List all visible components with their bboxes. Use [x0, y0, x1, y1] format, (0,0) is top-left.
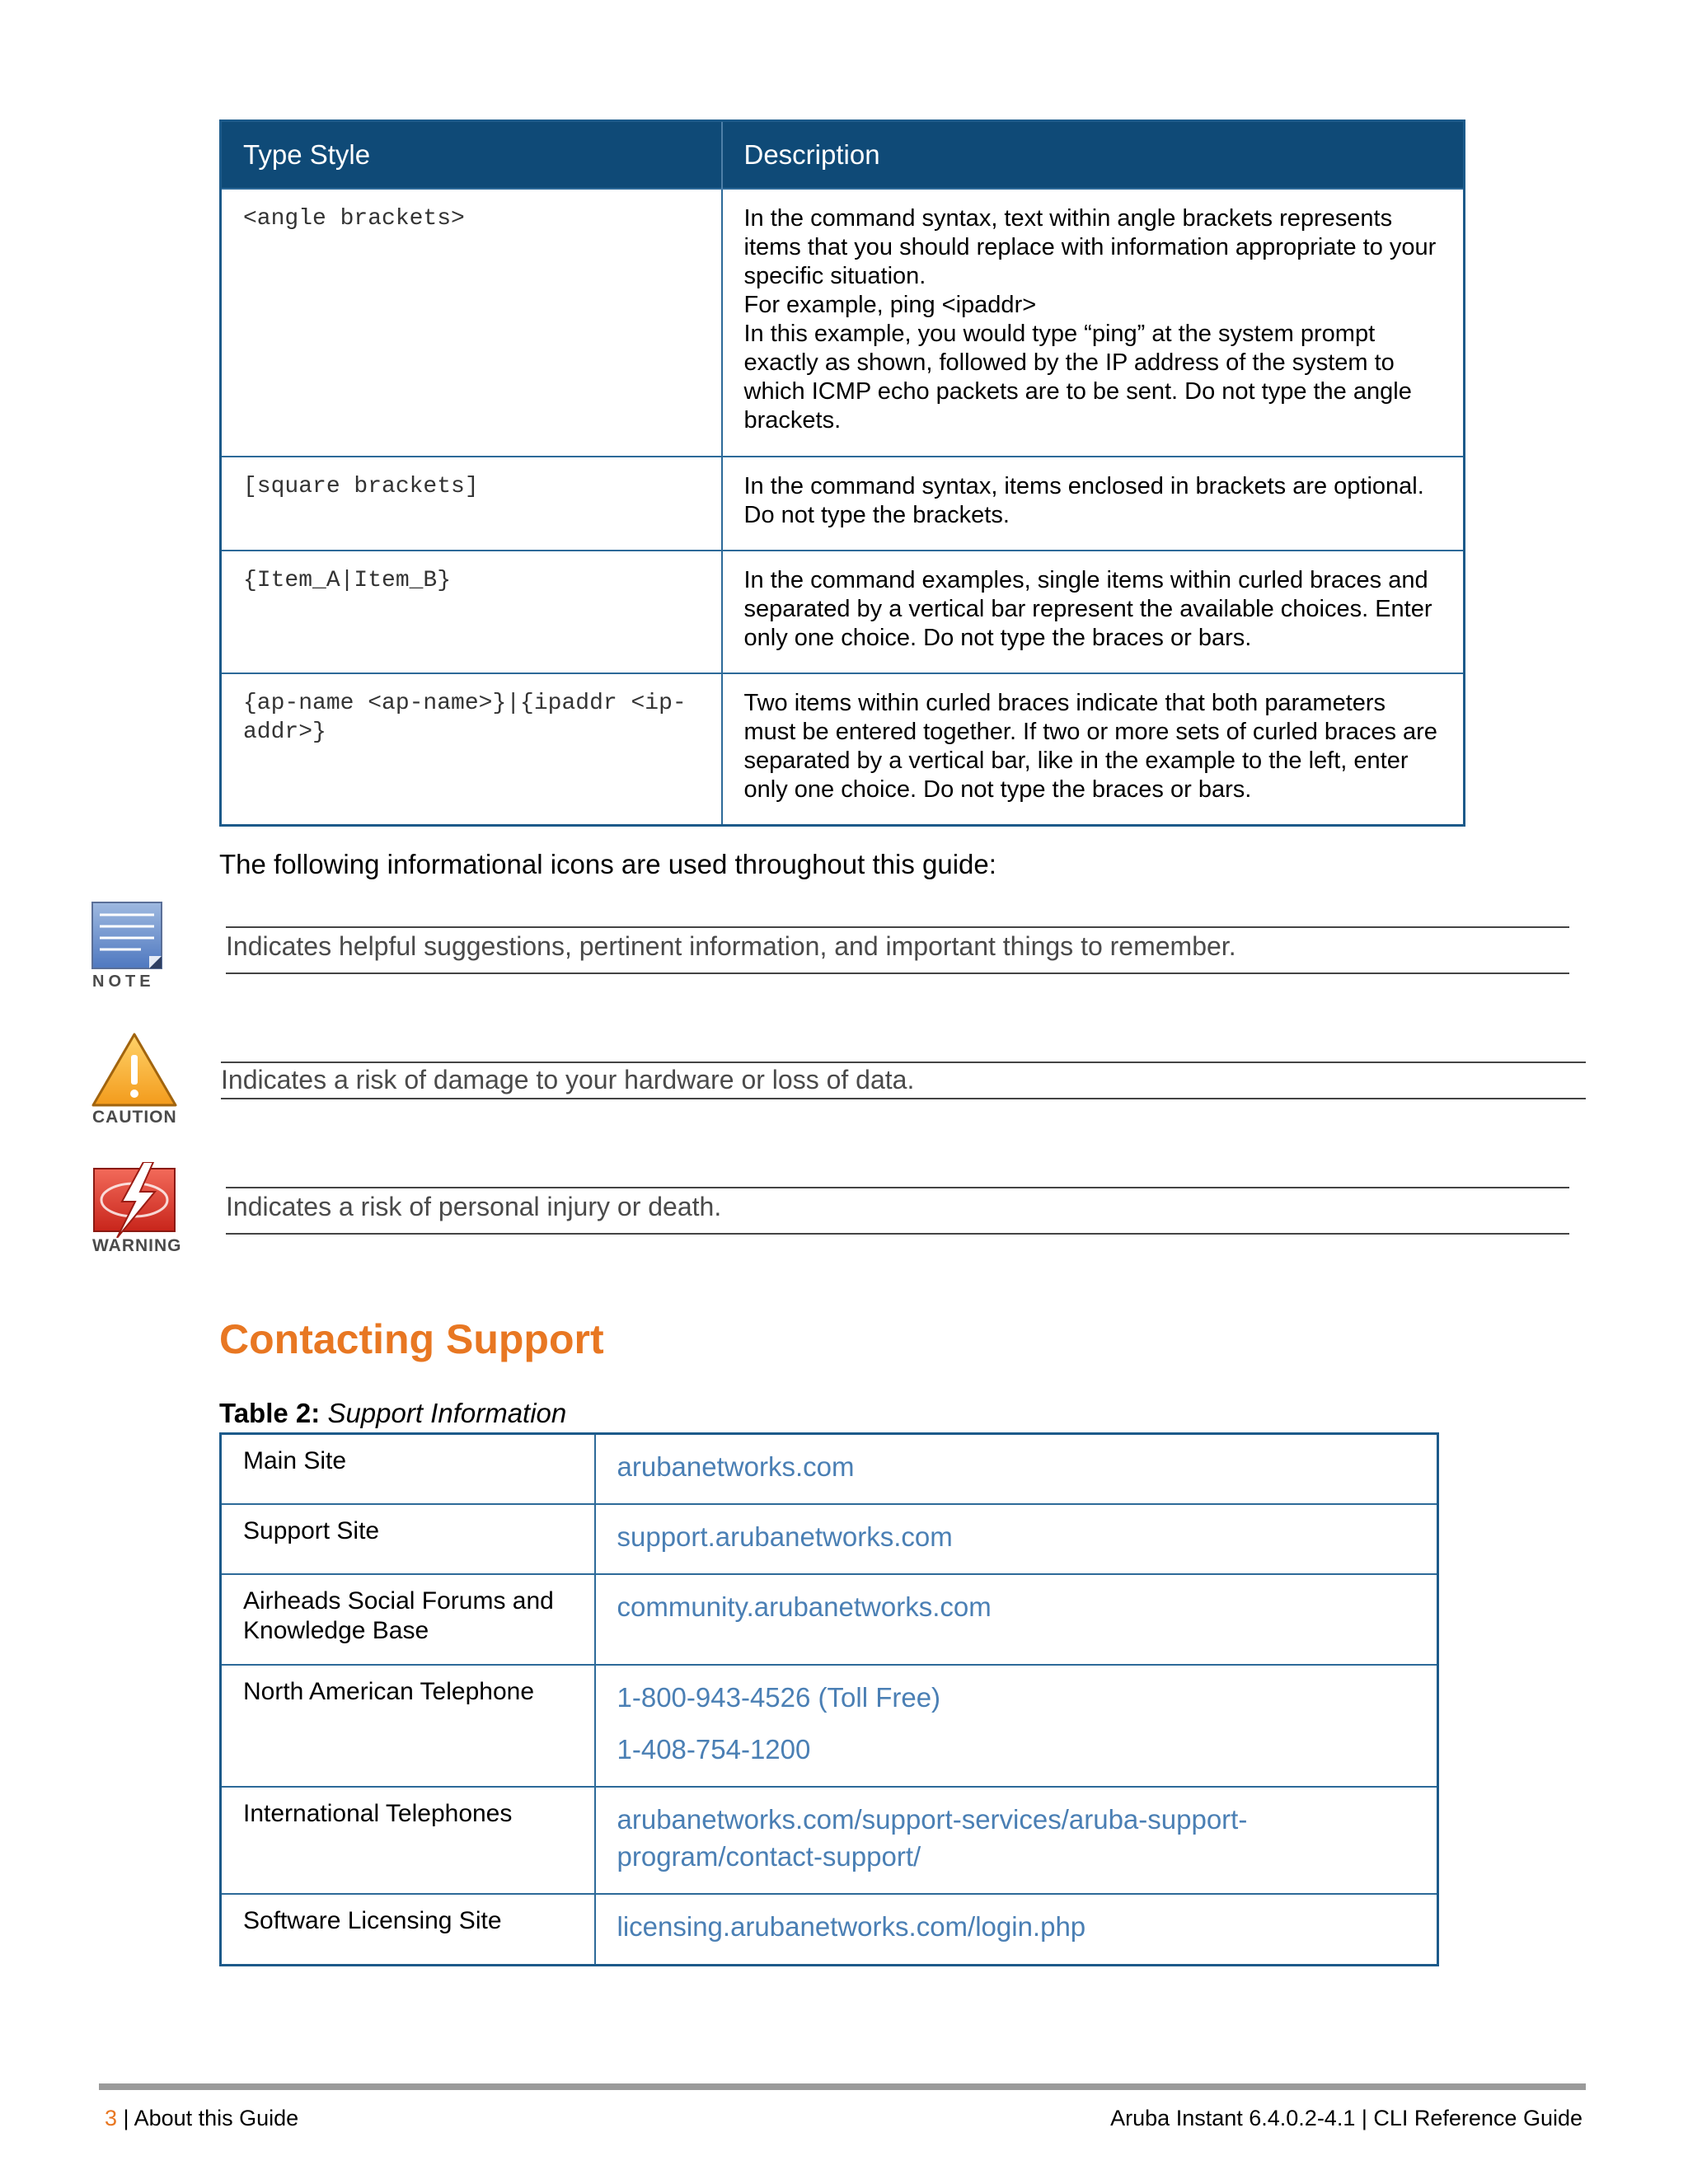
support-link[interactable]: support.arubanetworks.com	[617, 1521, 953, 1552]
support-value	[595, 1787, 1438, 1894]
caution-icon	[91, 1032, 178, 1108]
support-label: Software Licensing Site	[221, 1894, 595, 1966]
table-caption	[219, 1398, 566, 1429]
table-row	[221, 1504, 1438, 1574]
support-link[interactable]: 1-800-943-4526 (Toll Free)	[617, 1681, 941, 1713]
table-row	[221, 673, 1465, 826]
description-line: In the command examples, single items within curled braces and separated by a vertical bar represent the available choices. Enter only one choice. Do not type the braces or bars.	[743, 566, 1432, 651]
support-value	[595, 1574, 1438, 1665]
support-label: Airheads Social Forums and Knowledge Base	[221, 1574, 595, 1665]
footer-left	[105, 2106, 298, 2131]
support-label: North American Telephone	[221, 1665, 595, 1787]
note-caption: NOTE	[92, 972, 155, 991]
header-type-style: Type Style	[221, 121, 722, 189]
description-line: In the command syntax, text within angle brackets represents items that you should replace with information appropriate to your specific situation.	[743, 204, 1437, 289]
table-row	[221, 1894, 1438, 1966]
footer-doc-title: Aruba Instant 6.4.0.2-4.1 | CLI Reference Guide	[1110, 2106, 1582, 2130]
table-caption-title: Support Information	[327, 1398, 567, 1428]
table-header-row	[221, 121, 1465, 189]
table-caption-label: Table 2:	[219, 1398, 321, 1428]
support-link[interactable]: community.arubanetworks.com	[617, 1591, 992, 1622]
page-number: 3	[105, 2106, 118, 2130]
description-line: For example, ping <ipaddr>	[743, 291, 1037, 318]
icons-intro-text: The following informational icons are used throughout this guide:	[219, 849, 996, 879]
table-row	[221, 1434, 1438, 1504]
contacting-support-heading: Contacting Support	[219, 1316, 604, 1362]
type-style-cell: {Item_A|Item_B}	[221, 551, 722, 673]
support-label: International Telephones	[221, 1787, 595, 1894]
description-cell	[722, 457, 1465, 551]
table-row	[221, 1787, 1438, 1894]
support-label: Main Site	[221, 1434, 595, 1504]
table-row	[221, 1574, 1438, 1665]
support-value	[595, 1665, 1438, 1787]
caution-caption: CAUTION	[92, 1108, 177, 1127]
table-row	[221, 189, 1465, 457]
type-style-cell: {ap-name <ap-name>}|{ipaddr <ip-addr>}	[221, 673, 722, 826]
warning-text: Indicates a risk of personal injury or death.	[226, 1192, 722, 1221]
header-description: Description	[722, 121, 1465, 189]
support-value	[595, 1504, 1438, 1574]
support-link[interactable]: arubanetworks.com	[617, 1451, 855, 1482]
warning-rule-bottom	[226, 1233, 1569, 1235]
description-cell	[722, 551, 1465, 673]
table-row	[221, 1665, 1438, 1787]
description-line: In the command syntax, items enclosed in brackets are optional. Do not type the brackets.	[743, 472, 1424, 528]
description-line: Two items within curled braces indicate that both parameters must be entered together. If two or more sets of curled braces are separated by a vertical bar, like in the example to the left, enter only one choice. Do not type the braces or bars.	[743, 689, 1437, 803]
type-style-table	[219, 120, 1465, 827]
warning-rule-top	[226, 1187, 1569, 1188]
support-link[interactable]: 1-408-754-1200	[617, 1733, 811, 1765]
warning-icon	[92, 1162, 180, 1238]
note-rule-bottom	[226, 972, 1569, 974]
support-link[interactable]: arubanetworks.com/support-services/aruba-support-program/contact-support/	[617, 1803, 1248, 1872]
support-value	[595, 1894, 1438, 1966]
type-style-cell: [square brackets]	[221, 457, 722, 551]
caution-text: Indicates a risk of damage to your hardware or loss of data.	[221, 1065, 915, 1094]
type-style-cell: <angle brackets>	[221, 189, 722, 457]
footer-divider	[99, 2083, 1586, 2090]
note-icon	[91, 902, 162, 969]
description-cell	[722, 189, 1465, 457]
note-text: Indicates helpful suggestions, pertinent information, and important things to remember.	[226, 931, 1236, 961]
table-row	[221, 551, 1465, 673]
caution-rule-bottom	[221, 1098, 1586, 1099]
description-line: In this example, you would type “ping” at the system prompt exactly as shown, followed by the IP address of the system to which ICMP echo packets are to be sent. Do not type the angle brackets.	[743, 320, 1412, 434]
support-value	[595, 1434, 1438, 1504]
footer-section: | About this Guide	[123, 2106, 299, 2130]
table-row	[221, 457, 1465, 551]
support-label: Support Site	[221, 1504, 595, 1574]
note-rule-top	[226, 926, 1569, 928]
caution-rule-top	[221, 1062, 1586, 1063]
support-link[interactable]: licensing.arubanetworks.com/login.php	[617, 1910, 1086, 1942]
description-cell	[722, 673, 1465, 826]
support-info-table	[219, 1432, 1439, 1966]
warning-caption: WARNING	[92, 1236, 182, 1255]
